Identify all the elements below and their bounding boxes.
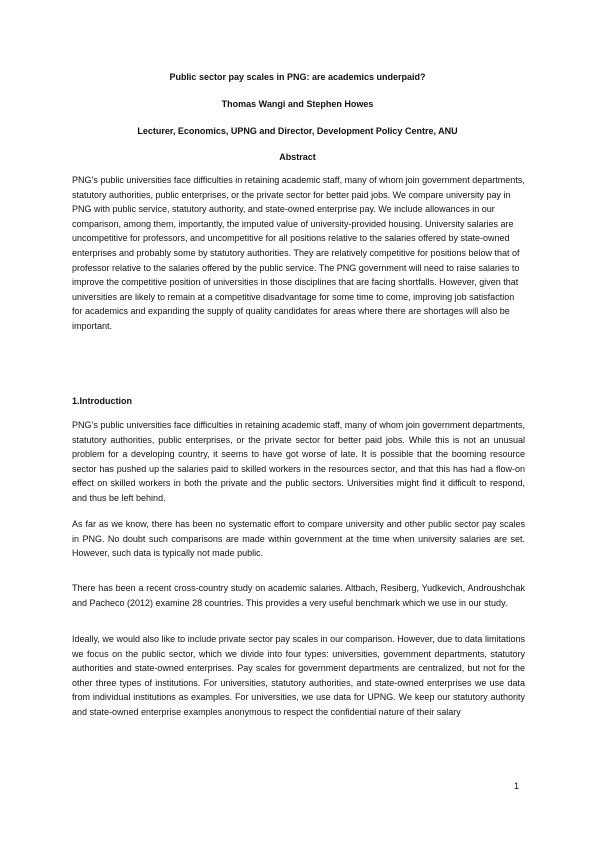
intro-paragraph-4: Ideally, we would also like to include private sector pay scales in our comparison. However, due to data limitations we focus on the public sector, which we divide into four types: universities, government departments, statutory authorities and state-owned enterprises. Pay scales for government departments are centralized, but not for the other three types of institutions. For universities, statutory authorities, and state-owned enterprises we use data from individual institutions as examples. For universities, we use data for UPNG. We keep our statutory authority and state-owned enterprise examples anonymous to respect the confidential nature of their salary	[72, 634, 525, 717]
abstract-heading: Abstract	[279, 152, 316, 162]
section-heading-introduction: 1.Introduction	[72, 396, 132, 406]
paper-title: Public sector pay scales in PNG: are academics underpaid?	[169, 72, 426, 82]
paper-authors: Thomas Wangi and Stephen Howes	[221, 99, 374, 109]
intro-paragraph-1: PNG’s public universities face difficulties in retaining academic staff, many of whom join government departments, statutory authorities, public enterprises, or the private sector for better paid jobs. While this is not an unusual problem for a developing country, it seems to have got worse of late. It is possible that the booming resource sector has pushed up the salaries paid to skilled workers in the resources sector, and that this has had a flow-on effect on skilled workers in both the private and the public sectors. Universities might find it difficult to respond, and thus be left behind.	[72, 420, 525, 503]
intro-paragraph-3: There has been a recent cross-country study on academic salaries. Altbach, Resiberg, Yudkevich, Androushchak and Pacheco (2012) examine 28 countries. This provides a very useful benchmark which we use in our study.	[72, 583, 525, 608]
abstract-text: PNG’s public universities face difficulties in retaining academic staff, many of whom join government departments, statutory authorities, public enterprises, or the private sector for better paid jobs. We compare university pay in PNG with public service, statutory authority, and state-owned enterprise pay. We include allowances in our comparison, among them, importantly, the imputed value of university-provided housing. University salaries are uncompetitive for professors, and uncompetitive for all positions relative to the salaries offered by state-owned enterprises and probably some by statutory authorities. They are relatively competitive for positions below that of professor relative to the salaries offered by the public service. The PNG government will need to raise salaries to improve the competitive position of universities in those disciplines that are facing shortfalls. However, given that universities are likely to remain at a competitive disadvantage for some time to come, improving job satisfaction for academics and expanding the supply of quality candidates for areas where there are shortages will also be important.	[72, 175, 525, 331]
intro-paragraph-2: As far as we know, there has been no systematic effort to compare university and other public sector pay scales in PNG. No doubt such comparisons are made within government at the time when university salaries are set. However, such data is typically not made public.	[72, 519, 525, 559]
page-number: 1	[514, 781, 520, 791]
paper-affiliation: Lecturer, Economics, UPNG and Director, Development Policy Centre, ANU	[137, 126, 458, 136]
